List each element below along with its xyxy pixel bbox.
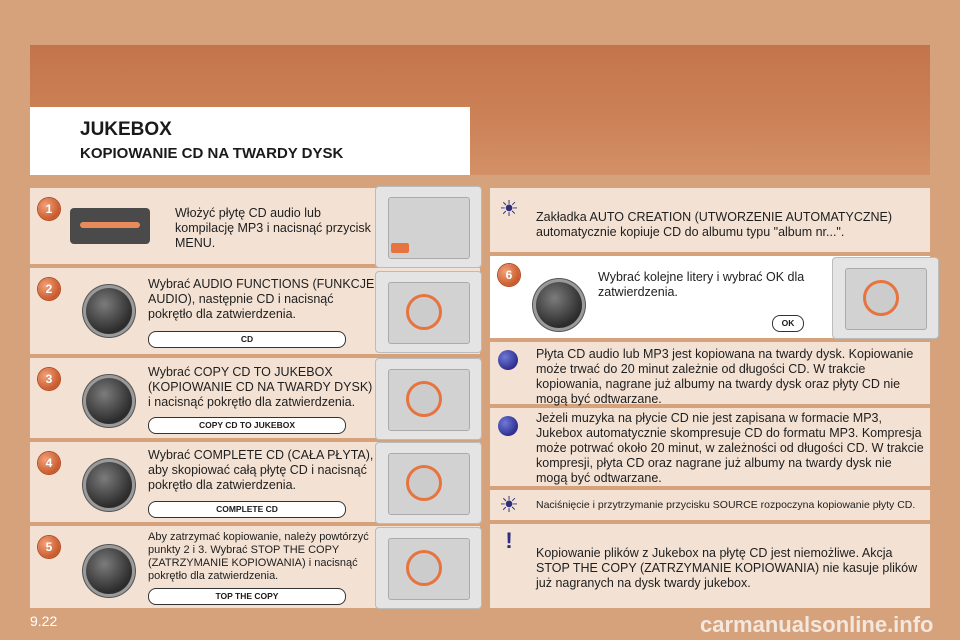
step-number-1: 1	[38, 198, 60, 220]
step-1-text: Włożyć płytę CD audio lub kompilację MP3 i nacisnąć przycisk MENU.	[175, 206, 371, 250]
step-2-text: Wybrać AUDIO FUNCTIONS (FUNKCJE AUDIO), następnie CD i nacisnąć pokrętło dla zatwierdzenia.	[148, 277, 375, 321]
warning-exclamation-icon: !	[505, 528, 513, 553]
step-1-panel	[30, 188, 480, 264]
rotary-knob	[86, 378, 132, 424]
step-number-4: 4	[38, 452, 60, 474]
page-subtitle: KOPIOWANIE CD NA TWARDY DYSK	[80, 145, 344, 162]
knob-highlight	[406, 550, 442, 586]
step-4-panel	[30, 442, 480, 522]
info-bullet-icon	[498, 350, 518, 370]
radio-panel-illustration	[832, 257, 939, 339]
rotary-knob	[86, 288, 132, 334]
rotary-knob	[536, 282, 582, 328]
step-4-text: Wybrać COMPLETE CD (CAŁA PŁYTA), aby skopiować całą płytę CD i nacisnąć pokrętło dla zatwierdzenia.	[148, 448, 374, 492]
page-title: JUKEBOX	[80, 119, 172, 140]
cd-player-illustration	[70, 208, 150, 244]
step-number-2: 2	[38, 278, 60, 300]
info-copy-panel	[490, 342, 930, 404]
step-number-6: 6	[498, 264, 520, 286]
ok-pill: OK	[772, 315, 804, 332]
title-box	[30, 107, 470, 175]
tip-auto-creation-text: Zakładka AUTO CREATION (UTWORZENIE AUTOMATYCZNE) automatycznie kopiuje CD do albumu typu "album nr...".	[536, 210, 893, 239]
radio-panel-illustration	[375, 442, 482, 524]
sun-tip-icon: ☀	[499, 492, 519, 517]
info-bullet-icon	[498, 416, 518, 436]
knob-highlight	[406, 294, 442, 330]
radio-panel-illustration	[375, 527, 482, 609]
tip-source-text: Naciśnięcie i przytrzymanie przycisku SOURCE rozpoczyna kopiowanie płyty CD.	[536, 499, 916, 511]
step-3-panel	[30, 358, 480, 438]
radio-panel-illustration	[375, 271, 482, 353]
step-3-text: Wybrać COPY CD TO JUKEBOX (KOPIOWANIE CD NA TWARDY DYSK) i nacisnąć pokrętło dla zatwierdzenia.	[148, 365, 373, 409]
sun-tip-icon: ☀	[499, 196, 519, 221]
menu-item-cd: CD	[148, 331, 346, 348]
info-copy-text: Płyta CD audio lub MP3 jest kopiowana na twardy dysk. Kopiowanie może trwać do 20 minut zależnie od długości CD. W trakcie kopiowania, nagrane już albumy na twardy dysk oraz płyty CD nie mogą być odtwarzane.	[536, 347, 914, 406]
rotary-knob	[86, 462, 132, 508]
step-6-text: Wybrać kolejne litery i wybrać OK dla zatwierdzenia.	[598, 270, 805, 299]
radio-panel-illustration	[375, 358, 482, 440]
radio-panel-illustration	[375, 186, 482, 268]
step-2-panel	[30, 268, 480, 354]
info-compression-panel	[490, 408, 930, 486]
knob-highlight	[406, 465, 442, 501]
info-compression-text: Jeżeli muzyka na płycie CD nie jest zapisana w formacie MP3, Jukebox automatycznie skompresuje CD do formatu MP3. Kompresja może potrwać około 20 minut, w zależności od długości CD. W trakcie kompresji, płyta CD oraz nagrane już albumy na twardy dysk nie mogą być odtwarzane.	[536, 411, 924, 485]
cd-slot	[80, 222, 140, 228]
menu-item-complete-cd: COMPLETE CD	[148, 501, 346, 518]
knob-highlight	[406, 381, 442, 417]
tip-source-panel	[490, 490, 930, 520]
warning-panel	[490, 524, 930, 608]
step-number-5: 5	[38, 536, 60, 558]
step-5-text: Aby zatrzymać kopiowanie, należy powtórzyć punkty 2 i 3. Wybrać STOP THE COPY (ZATRZYMANIE KOPIOWANIA) i nacisnąć pokrętło dla zatwierdzenia.	[148, 531, 369, 582]
step-5-panel	[30, 526, 480, 608]
menu-button-highlight	[391, 243, 409, 253]
page-number: 9.22	[30, 613, 58, 629]
rotary-knob	[86, 548, 132, 594]
menu-item-copy-cd: COPY CD TO JUKEBOX	[148, 417, 346, 434]
step-number-3: 3	[38, 368, 60, 390]
step-6-panel	[490, 256, 930, 338]
menu-item-stop-copy: TOP THE COPY	[148, 588, 346, 605]
tip-auto-creation-panel	[490, 188, 930, 252]
warning-text: Kopiowanie plików z Jukebox na płytę CD jest niemożliwe. Akcja STOP THE COPY (ZATRZYMANIE KOPIOWANIA) nie kasuje plików już nagranych na dysk twardy jukebox.	[536, 546, 918, 590]
knob-highlight	[863, 280, 899, 316]
watermark: carmanualsonline.info	[700, 612, 934, 637]
